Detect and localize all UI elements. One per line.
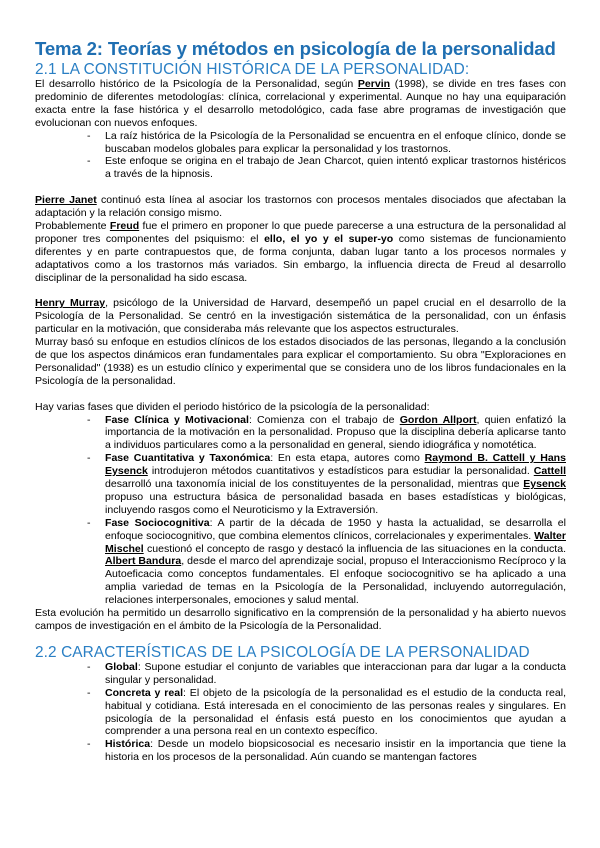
author-mischel: Walter Mischel (105, 529, 566, 555)
author-eysenck: Eysenck (523, 478, 566, 491)
author-allport: Gordon Allport (399, 413, 477, 426)
phases-list (35, 414, 566, 608)
characteristics-list (35, 661, 566, 764)
characteristic-item (105, 661, 566, 687)
characteristic-text: : Desde un modelo biopsicosocial es necesario insistir en la importancia que tiene la historia en los procesos de la personalidad. Aún cuando se mantengan factores (105, 738, 566, 764)
murray-paragraph-2: Murray basó su enfoque en estudios clínicos de los estados disociados de las personas, llegando a la conclusión de que los aspectos dinámicos eran fundamentales para explicar el comportamiento. Su obra "Exploraciones en Personalidad" (1938) es un estudio clínico y experimental que se considera uno de los libros fundacionales en la Psicología de la personalidad. (35, 336, 566, 387)
intro-paragraph (35, 78, 566, 130)
phase-cuantitativa (105, 452, 566, 517)
phase-text: cuestionó el concepto de rasgo y destacó la influencia de las situaciones en la conducta. (143, 542, 566, 555)
document-title: Tema 2: Teorías y métodos en psicología de la personalidad (35, 38, 556, 59)
janet-paragraph (35, 194, 566, 220)
characteristic-text: : Supone estudiar el conjunto de variables que interaccionan para dar lugar a la conducta singular y personalidad. (105, 660, 566, 686)
author-bandura: Albert Bandura (105, 555, 182, 568)
freud-text-a: Probablemente (35, 219, 110, 232)
characteristic-item (105, 687, 566, 739)
closing-paragraph: Esta evolución ha permitido un desarrollo significativo en la comprensión de la personalidad y ha abierto nuevos campos de investigación en el ámbito de la Psicología de la Personalidad. (35, 607, 566, 633)
phase-text: , quien enfatizó la importancia de la motivación en la personalidad. Propuso que la disciplina debería aplicarse tanto a individuos particulares como a la personalidad en general, siendo idiográfica y nomotética. (105, 413, 566, 452)
janet-text: continuó esta línea al asociar los trastornos con procesos mentales disociados que afectaban la adaptación y la relación consigo mismo. (35, 194, 567, 220)
characteristic-label: Histórica (105, 738, 151, 751)
section-1-heading: 2.1 LA CONSTITUCIÓN HISTÓRICA DE LA PERSONALIDAD: (35, 61, 470, 78)
phase-label: Fase Cuantitativa y Taxonómica (105, 452, 271, 465)
freud-text-c: como sistemas de funcionamiento diferentes y en parte contrapuestos que, de forma conjunta, daban lugar tanto a los procesos normales y adaptativos como a los trastornos más variados. Sin embargo, la influencia directa de Freud al desarrollo disciplinar de la personalidad ha sido escasa. (35, 232, 566, 284)
phase-text: desarrolló una taxonomía inicial de los constituyentes de la personalidad, mientras que (105, 478, 524, 491)
phase-text: propuso una estructura básica de personalidad basada en bases estadísticas y biológicas, incluyendo rasgos como el Neuroticismo y la Extraversión. (105, 490, 566, 516)
phase-text: : A partir de la década de 1950 y hasta la actualidad, se desarrolla el enfoque sociocognitivo, que combina elementos clínicos, correlacionales y experimentales. (105, 516, 566, 542)
author-cattell-eysenck: Raymond B. Cattell y Hans Eysenck (105, 452, 566, 478)
phase-sociocognitiva (105, 517, 566, 607)
phase-text: : Comienza con el trabajo de (248, 413, 400, 426)
author-janet: Pierre Janet (35, 194, 97, 207)
freud-text-b: fue el primero en proponer lo que puede parecerse a una estructura de la personalidad al proponer tres componentes del psiquismo: el (35, 219, 566, 245)
phase-text: introdujeron métodos cuantitativos y estadísticos para estudiar la personalidad. (147, 465, 534, 478)
phase-label: Fase Sociocognitiva (105, 516, 210, 529)
characteristic-label: Global (105, 660, 138, 673)
author-freud: Freud (109, 219, 140, 232)
murray-paragraph-1 (35, 297, 566, 336)
author-pervin: Pervin (357, 78, 391, 90)
phase-label: Fase Clínica y Motivacional (105, 413, 249, 426)
phase-text: : En esta etapa, autores como (270, 452, 425, 465)
bullet-item: - Este enfoque se origina en el trabajo de Jean Charcot, quien intentó explicar trastornos histéricos a través de la hipnosis. (105, 155, 566, 181)
phases-intro: Hay varias fases que dividen el periodo histórico de la psicología de la personalidad: (35, 400, 430, 413)
author-murray: Henry Murray (35, 297, 106, 310)
clinical-bullet-list (35, 130, 566, 182)
bullet-item: - La raíz histórica de la Psicología de la Personalidad se encuentra en el enfoque clínico, donde se buscaban modelos globales para explicar la personalidad y los trastornos. (105, 130, 566, 156)
freud-paragraph (35, 220, 566, 285)
section-2-heading: 2.2 CARACTERÍSTICAS DE LA PSICOLOGÍA DE LA PERSONALIDAD (35, 643, 530, 661)
murray-text-1: , psicólogo de la Universidad de Harvard, desempeñó un papel crucial en el desarrollo de la Psicología de la Personalidad. Se centró en la investigación sistemática de la personalidad, con un énfasis particular en la motivación, que consideraba más relevante que los aspectos estructurales. (35, 297, 567, 336)
characteristic-item (105, 738, 566, 764)
intro-text-b: (1998), se divide en tres fases con predominio de diferentes metodologías: clínica, correlacional y experimental. Aunque no hay una equiparación exacta entre la fase histórica y el desarrollo metodológico, cada fase abre programas de investigación que evolucionan con nuevos enfoques. (35, 78, 566, 129)
intro-text-a: El desarrollo histórico de la Psicología de la Personalidad, según (35, 78, 358, 90)
author-cattell: Cattell (533, 465, 566, 478)
characteristic-label: Concreta y real (105, 686, 184, 699)
characteristic-text: : El objeto de la psicología de la personalidad es el estudio de la conducta real, habitual y cotidiana. Está interesada en el conocimiento de las personas reales y singulares. En psicología de la personalidad el énfasis está puesto en los conocimientos que ayudan a comprender a una persona real en un contexto específico. (105, 686, 566, 738)
freud-structure-terms: ello, el yo y el super-yo (264, 232, 394, 245)
phase-text: , desde el marco del aprendizaje social, propuso el Interaccionismo Recíproco y la Autoeficacia como conceptos fundamentales. El enfoque sociocognitivo se ha aplicado a una amplia variedad de temas en la Psicología de la Personalidad, incluyendo autorregulación, relaciones interpersonales, emociones y salud mental. (105, 555, 566, 607)
phase-clinica (105, 414, 566, 453)
